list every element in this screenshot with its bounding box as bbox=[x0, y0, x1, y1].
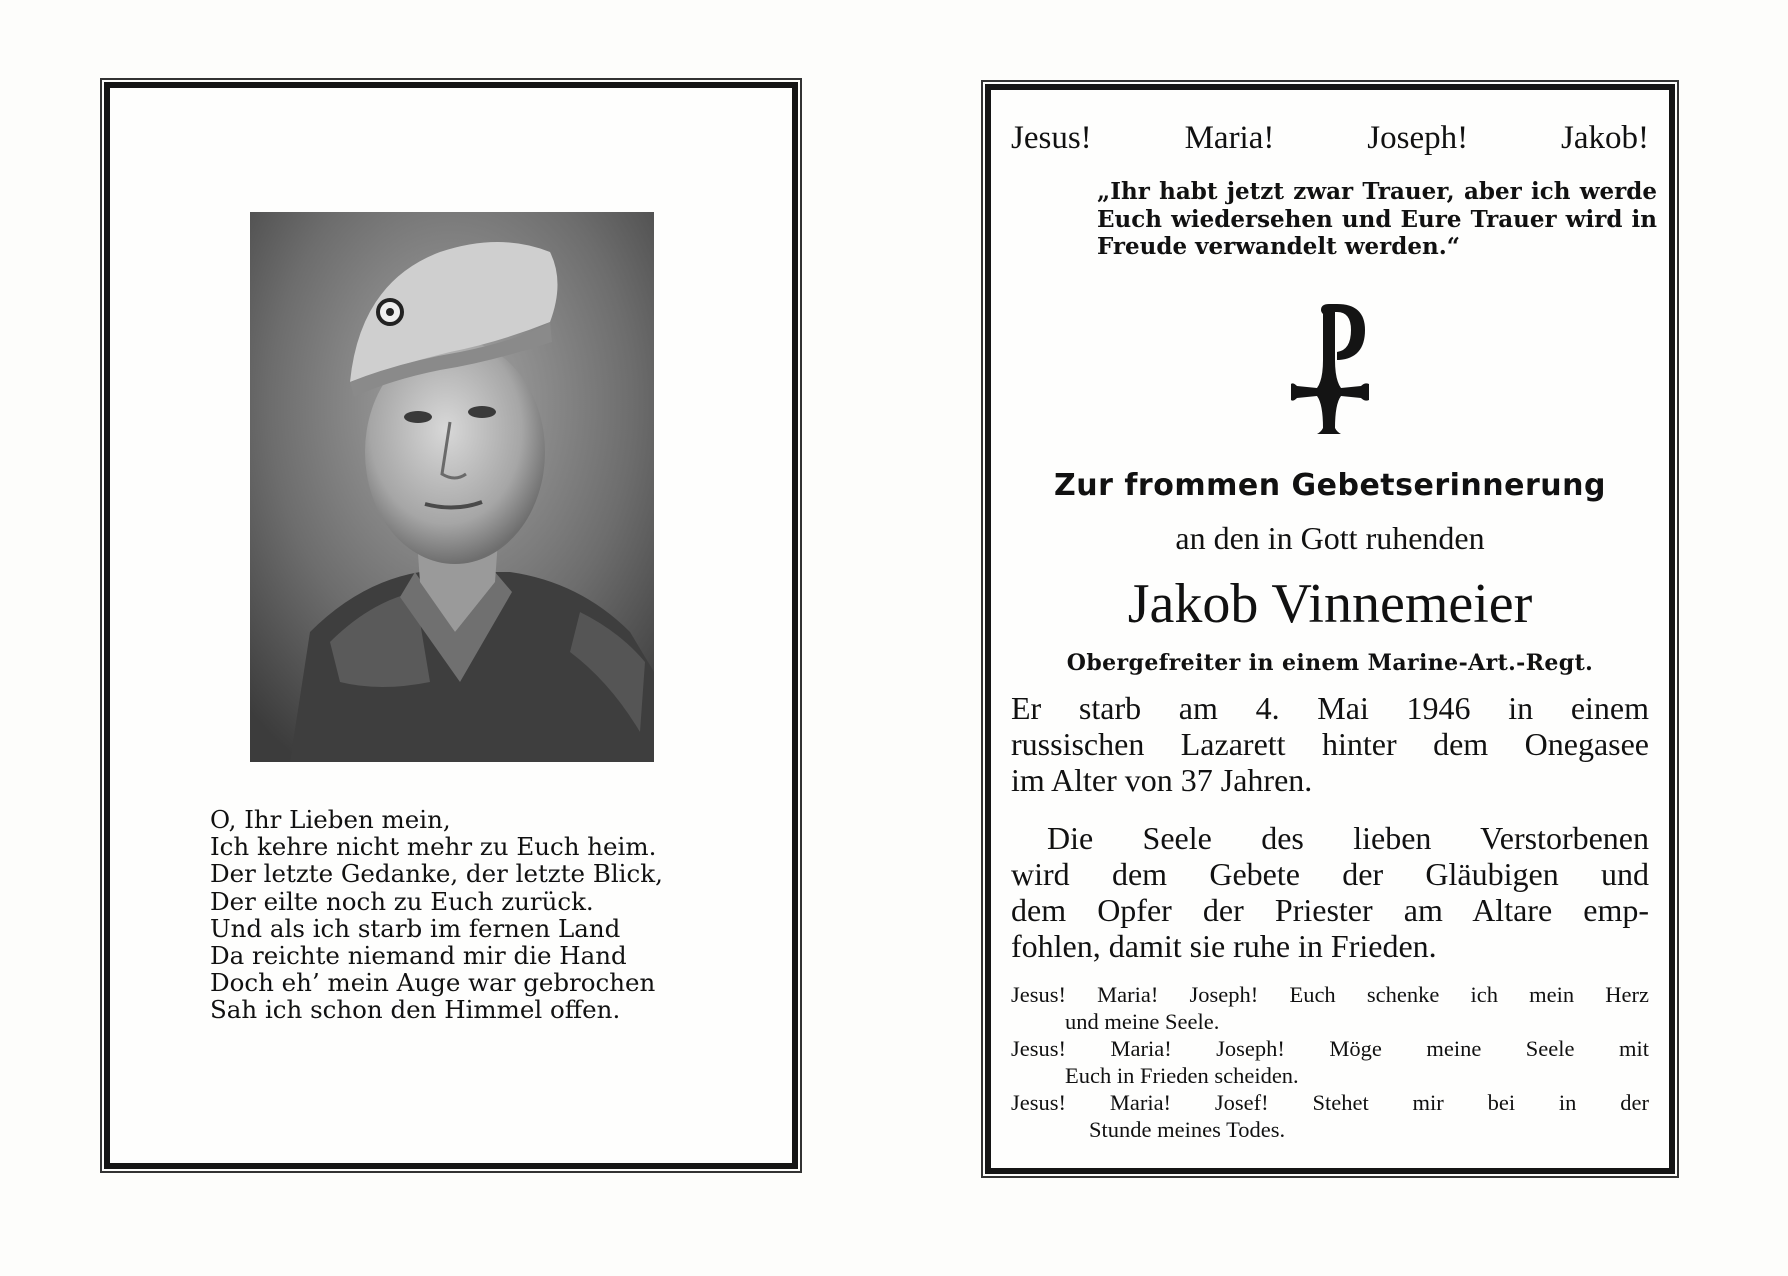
prayer-line: Euch in Frieden scheiden. bbox=[1065, 1063, 1299, 1088]
holy-name: Jesus! bbox=[1011, 120, 1092, 156]
deceased-name: Jakob Vinnemeier bbox=[1127, 573, 1533, 635]
poem-line: Der eilte noch zu Euch zurück. bbox=[210, 886, 594, 916]
holy-names-row bbox=[1011, 120, 1649, 157]
death-info bbox=[1011, 690, 1649, 798]
quote-line: Freude verwandelt werden.“ bbox=[1097, 233, 1460, 260]
poem-line: Der letzte Gedanke, der letzte Blick, bbox=[210, 859, 663, 889]
poem-line: Und als ich starb im fernen Land bbox=[210, 913, 621, 943]
holy-name: Maria! bbox=[1184, 120, 1275, 156]
subheading: an den in Gott ruhenden bbox=[1175, 520, 1485, 556]
soul-text-line: Die Seele des lieben Verstorbenen bbox=[1047, 820, 1649, 856]
poem-line: O, Ihr Lieben mein, bbox=[210, 805, 451, 834]
poem bbox=[210, 806, 730, 1024]
death-info-line: russischen Lazarett hinter dem Onegasee bbox=[1011, 726, 1649, 762]
heading: Zur frommen Gebetserinnerung bbox=[1054, 468, 1606, 503]
poem-line: Ich kehre nicht mehr zu Euch heim. bbox=[210, 832, 657, 862]
soul-text-line: wird dem Gebete der Gläubigen und bbox=[1011, 856, 1649, 892]
holy-name: Joseph! bbox=[1367, 120, 1469, 156]
left-card bbox=[104, 82, 798, 1169]
soul-text-line: dem Opfer der Priester am Altare emp- bbox=[1011, 892, 1649, 928]
poem-line: Doch eh’ mein Auge war gebrochen bbox=[210, 968, 656, 998]
bible-quote bbox=[1097, 178, 1657, 261]
portrait-photo bbox=[250, 212, 654, 762]
death-info-line: Er starb am 4. Mai 1946 in einem bbox=[1011, 690, 1649, 726]
prayer-line: und meine Seele. bbox=[1065, 1009, 1220, 1034]
right-card bbox=[985, 84, 1675, 1174]
prayer-line: Jesus! Maria! Joseph! Euch schenke ich mein Herz bbox=[1011, 982, 1649, 1007]
poem-line: Da reichte niemand mir die Hand bbox=[210, 941, 627, 971]
prayers bbox=[1011, 981, 1649, 1143]
soul-text bbox=[1011, 820, 1649, 964]
prayer-line: Jesus! Maria! Joseph! Möge meine Seele mit bbox=[1011, 1036, 1649, 1061]
chi-rho-icon bbox=[1291, 300, 1381, 440]
military-rank: Obergefreiter in einem Marine-Art.-Regt. bbox=[1066, 650, 1594, 676]
death-info-line: im Alter von 37 Jahren. bbox=[1011, 762, 1313, 798]
quote-line: Euch wiedersehen und Eure Trauer wird in bbox=[1097, 205, 1657, 233]
poem-line: Sah ich schon den Himmel offen. bbox=[210, 995, 621, 1025]
portrait-photo-icon bbox=[250, 212, 654, 762]
holy-name: Jakob! bbox=[1561, 120, 1649, 156]
soul-text-line: fohlen, damit sie ruhe in Frieden. bbox=[1011, 928, 1437, 964]
quote-line: „Ihr habt jetzt zwar Trauer, aber ich werde bbox=[1097, 178, 1657, 205]
prayer-line: Stunde meines Todes. bbox=[1089, 1117, 1286, 1142]
prayer-line: Jesus! Maria! Josef! Stehet mir bei in der bbox=[1011, 1090, 1649, 1115]
